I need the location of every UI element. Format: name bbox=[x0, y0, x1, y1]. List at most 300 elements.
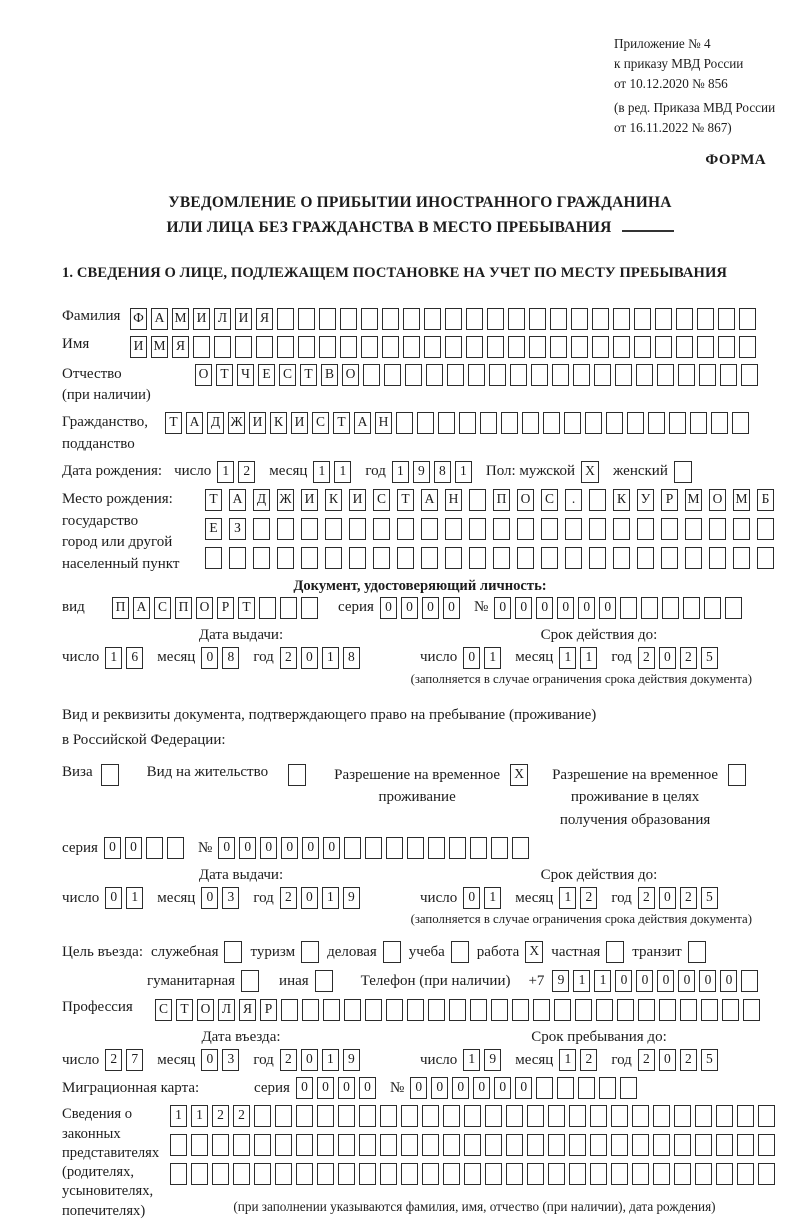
char-box[interactable]: 1 bbox=[484, 647, 501, 669]
char-box[interactable] bbox=[212, 1134, 229, 1156]
char-box[interactable] bbox=[737, 1134, 754, 1156]
char-box[interactable]: А bbox=[186, 412, 203, 434]
char-box[interactable] bbox=[634, 308, 651, 330]
char-box[interactable] bbox=[611, 1163, 628, 1185]
char-box[interactable]: 0 bbox=[452, 1077, 469, 1099]
char-box[interactable]: 0 bbox=[515, 1077, 532, 1099]
char-box[interactable] bbox=[565, 547, 582, 569]
char-box[interactable] bbox=[680, 999, 697, 1021]
doc-series-input[interactable] bbox=[380, 597, 464, 619]
char-box[interactable]: Т bbox=[165, 412, 182, 434]
char-box[interactable] bbox=[550, 308, 567, 330]
char-box[interactable]: В bbox=[321, 364, 338, 386]
char-box[interactable]: Т bbox=[300, 364, 317, 386]
char-box[interactable]: Т bbox=[205, 489, 222, 511]
char-box[interactable]: 1 bbox=[559, 887, 576, 909]
permit-valid-month-input[interactable] bbox=[559, 887, 601, 909]
char-box[interactable] bbox=[737, 1163, 754, 1185]
char-box[interactable]: А bbox=[421, 489, 438, 511]
char-box[interactable]: 1 bbox=[170, 1105, 187, 1127]
char-box[interactable] bbox=[548, 1163, 565, 1185]
char-box[interactable] bbox=[636, 364, 653, 386]
permit-number-input[interactable] bbox=[218, 837, 533, 859]
char-box[interactable] bbox=[585, 412, 602, 434]
char-box[interactable] bbox=[527, 1163, 544, 1185]
char-box[interactable] bbox=[634, 336, 651, 358]
char-box[interactable]: 2 bbox=[638, 647, 655, 669]
char-box[interactable]: 1 bbox=[573, 970, 590, 992]
purpose-study-checkbox[interactable] bbox=[451, 941, 469, 963]
char-box[interactable] bbox=[359, 1163, 376, 1185]
char-box[interactable] bbox=[382, 308, 399, 330]
char-box[interactable] bbox=[405, 364, 422, 386]
char-box[interactable] bbox=[699, 364, 716, 386]
char-box[interactable] bbox=[359, 1105, 376, 1127]
char-box[interactable] bbox=[620, 1077, 637, 1099]
char-box[interactable]: 0 bbox=[338, 1077, 355, 1099]
char-box[interactable] bbox=[709, 547, 726, 569]
char-box[interactable] bbox=[397, 547, 414, 569]
char-box[interactable]: Р bbox=[260, 999, 277, 1021]
char-box[interactable]: 2 bbox=[212, 1105, 229, 1127]
permit-issue-year-input[interactable] bbox=[280, 887, 364, 909]
char-box[interactable] bbox=[466, 336, 483, 358]
char-box[interactable]: 2 bbox=[580, 887, 597, 909]
char-box[interactable] bbox=[469, 547, 486, 569]
char-box[interactable] bbox=[685, 518, 702, 540]
stay-year-input[interactable] bbox=[638, 1049, 722, 1071]
char-box[interactable]: С bbox=[541, 489, 558, 511]
char-box[interactable] bbox=[594, 364, 611, 386]
char-box[interactable] bbox=[489, 364, 506, 386]
surname-input[interactable] bbox=[130, 308, 760, 330]
char-box[interactable]: А bbox=[354, 412, 371, 434]
char-box[interactable]: 1 bbox=[559, 647, 576, 669]
char-box[interactable] bbox=[522, 412, 539, 434]
char-box[interactable]: 0 bbox=[463, 647, 480, 669]
char-box[interactable] bbox=[277, 336, 294, 358]
char-box[interactable]: 9 bbox=[484, 1049, 501, 1071]
char-box[interactable]: 8 bbox=[343, 647, 360, 669]
char-box[interactable]: 9 bbox=[552, 970, 569, 992]
permit-issue-day-input[interactable] bbox=[105, 887, 147, 909]
char-box[interactable] bbox=[235, 336, 252, 358]
char-box[interactable] bbox=[711, 412, 728, 434]
char-box[interactable] bbox=[533, 999, 550, 1021]
char-box[interactable] bbox=[653, 1105, 670, 1127]
char-box[interactable]: 0 bbox=[536, 597, 553, 619]
purpose-humanitarian-checkbox[interactable] bbox=[241, 970, 259, 992]
char-box[interactable] bbox=[548, 1134, 565, 1156]
char-box[interactable] bbox=[569, 1105, 586, 1127]
char-box[interactable]: 0 bbox=[578, 597, 595, 619]
representatives-input-row2[interactable] bbox=[170, 1134, 779, 1156]
char-box[interactable] bbox=[365, 837, 382, 859]
char-box[interactable] bbox=[725, 597, 742, 619]
char-box[interactable]: 0 bbox=[615, 970, 632, 992]
char-box[interactable]: 0 bbox=[301, 647, 318, 669]
char-box[interactable] bbox=[517, 518, 534, 540]
char-box[interactable] bbox=[325, 547, 342, 569]
char-box[interactable] bbox=[701, 999, 718, 1021]
char-box[interactable] bbox=[170, 1134, 187, 1156]
char-box[interactable] bbox=[466, 308, 483, 330]
char-box[interactable] bbox=[407, 837, 424, 859]
char-box[interactable] bbox=[302, 999, 319, 1021]
char-box[interactable]: 2 bbox=[280, 887, 297, 909]
doc-valid-year-input[interactable] bbox=[638, 647, 722, 669]
char-box[interactable] bbox=[638, 999, 655, 1021]
char-box[interactable] bbox=[739, 336, 756, 358]
char-box[interactable] bbox=[338, 1163, 355, 1185]
char-box[interactable] bbox=[229, 547, 246, 569]
purpose-tourism-checkbox[interactable] bbox=[301, 941, 319, 963]
char-box[interactable] bbox=[424, 308, 441, 330]
char-box[interactable] bbox=[464, 1163, 481, 1185]
char-box[interactable] bbox=[338, 1134, 355, 1156]
char-box[interactable] bbox=[193, 336, 210, 358]
char-box[interactable]: 0 bbox=[410, 1077, 427, 1099]
char-box[interactable]: К bbox=[613, 489, 630, 511]
char-box[interactable]: 0 bbox=[422, 597, 439, 619]
char-box[interactable] bbox=[403, 336, 420, 358]
char-box[interactable] bbox=[241, 970, 259, 992]
doc-issue-month-input[interactable] bbox=[201, 647, 243, 669]
char-box[interactable] bbox=[589, 547, 606, 569]
char-box[interactable] bbox=[678, 364, 695, 386]
char-box[interactable]: 1 bbox=[126, 887, 143, 909]
char-box[interactable]: К bbox=[270, 412, 287, 434]
char-box[interactable] bbox=[288, 764, 306, 786]
char-box[interactable] bbox=[487, 336, 504, 358]
char-box[interactable] bbox=[718, 308, 735, 330]
char-box[interactable] bbox=[338, 1105, 355, 1127]
char-box[interactable]: 1 bbox=[191, 1105, 208, 1127]
char-box[interactable]: Д bbox=[253, 489, 270, 511]
char-box[interactable] bbox=[541, 547, 558, 569]
char-box[interactable] bbox=[512, 999, 529, 1021]
char-box[interactable] bbox=[224, 941, 242, 963]
char-box[interactable] bbox=[596, 999, 613, 1021]
char-box[interactable] bbox=[280, 597, 297, 619]
char-box[interactable] bbox=[422, 1134, 439, 1156]
char-box[interactable]: С bbox=[312, 412, 329, 434]
char-box[interactable] bbox=[695, 1134, 712, 1156]
char-box[interactable] bbox=[661, 518, 678, 540]
char-box[interactable] bbox=[529, 308, 546, 330]
char-box[interactable] bbox=[380, 1105, 397, 1127]
char-box[interactable] bbox=[674, 1163, 691, 1185]
char-box[interactable]: И bbox=[193, 308, 210, 330]
temp-permit-edu-checkbox[interactable] bbox=[728, 764, 746, 786]
char-box[interactable] bbox=[613, 308, 630, 330]
char-box[interactable]: 0 bbox=[599, 597, 616, 619]
char-box[interactable]: Т bbox=[216, 364, 233, 386]
char-box[interactable] bbox=[380, 1134, 397, 1156]
char-box[interactable]: 0 bbox=[380, 597, 397, 619]
char-box[interactable] bbox=[447, 364, 464, 386]
char-box[interactable]: 1 bbox=[322, 1049, 339, 1071]
char-box[interactable] bbox=[606, 941, 624, 963]
char-box[interactable]: 0 bbox=[301, 1049, 318, 1071]
char-box[interactable] bbox=[469, 518, 486, 540]
char-box[interactable]: 2 bbox=[680, 647, 697, 669]
char-box[interactable]: 0 bbox=[301, 887, 318, 909]
char-box[interactable]: 0 bbox=[494, 1077, 511, 1099]
char-box[interactable] bbox=[426, 364, 443, 386]
char-box[interactable]: Б bbox=[757, 489, 774, 511]
char-box[interactable]: 5 bbox=[701, 1049, 718, 1071]
char-box[interactable]: П bbox=[112, 597, 129, 619]
char-box[interactable] bbox=[733, 518, 750, 540]
char-box[interactable] bbox=[445, 547, 462, 569]
migration-number-input[interactable] bbox=[410, 1077, 641, 1099]
sex-male-checkbox[interactable] bbox=[581, 461, 599, 483]
char-box[interactable] bbox=[340, 336, 357, 358]
char-box[interactable] bbox=[253, 547, 270, 569]
birthplace-input-row1[interactable] bbox=[205, 489, 781, 511]
char-box[interactable] bbox=[657, 364, 674, 386]
char-box[interactable]: 0 bbox=[678, 970, 695, 992]
char-box[interactable]: Т bbox=[238, 597, 255, 619]
char-box[interactable] bbox=[536, 1077, 553, 1099]
char-box[interactable] bbox=[445, 518, 462, 540]
char-box[interactable] bbox=[233, 1134, 250, 1156]
char-box[interactable] bbox=[709, 518, 726, 540]
char-box[interactable] bbox=[554, 999, 571, 1021]
doc-issue-year-input[interactable] bbox=[280, 647, 364, 669]
char-box[interactable]: И bbox=[301, 489, 318, 511]
char-box[interactable] bbox=[685, 547, 702, 569]
char-box[interactable] bbox=[674, 1105, 691, 1127]
char-box[interactable]: 1 bbox=[217, 461, 234, 483]
char-box[interactable] bbox=[655, 336, 672, 358]
char-box[interactable] bbox=[256, 336, 273, 358]
char-box[interactable]: 0 bbox=[104, 837, 121, 859]
char-box[interactable] bbox=[653, 1163, 670, 1185]
char-box[interactable]: 1 bbox=[580, 647, 597, 669]
char-box[interactable]: О bbox=[709, 489, 726, 511]
permit-valid-year-input[interactable] bbox=[638, 887, 722, 909]
char-box[interactable]: О bbox=[195, 364, 212, 386]
purpose-private-checkbox[interactable] bbox=[606, 941, 624, 963]
char-box[interactable] bbox=[611, 1105, 628, 1127]
char-box[interactable] bbox=[733, 547, 750, 569]
char-box[interactable] bbox=[716, 1134, 733, 1156]
char-box[interactable]: Т bbox=[397, 489, 414, 511]
profession-input[interactable] bbox=[155, 999, 764, 1021]
char-box[interactable]: Ф bbox=[130, 308, 147, 330]
char-box[interactable] bbox=[380, 1163, 397, 1185]
entry-day-input[interactable] bbox=[105, 1049, 147, 1071]
char-box[interactable] bbox=[599, 1077, 616, 1099]
char-box[interactable] bbox=[632, 1105, 649, 1127]
char-box[interactable]: . bbox=[565, 489, 582, 511]
char-box[interactable] bbox=[275, 1105, 292, 1127]
char-box[interactable]: 1 bbox=[392, 461, 409, 483]
residence-permit-checkbox[interactable] bbox=[288, 764, 306, 786]
char-box[interactable] bbox=[569, 1134, 586, 1156]
char-box[interactable] bbox=[344, 837, 361, 859]
char-box[interactable]: 0 bbox=[359, 1077, 376, 1099]
char-box[interactable]: 1 bbox=[334, 461, 351, 483]
char-box[interactable]: 1 bbox=[484, 887, 501, 909]
char-box[interactable] bbox=[757, 547, 774, 569]
char-box[interactable]: А bbox=[229, 489, 246, 511]
citizenship-input[interactable] bbox=[165, 412, 753, 434]
char-box[interactable] bbox=[613, 336, 630, 358]
doc-valid-day-input[interactable] bbox=[463, 647, 505, 669]
doc-type-input[interactable] bbox=[112, 597, 322, 619]
char-box[interactable]: Т bbox=[333, 412, 350, 434]
char-box[interactable] bbox=[459, 412, 476, 434]
char-box[interactable] bbox=[590, 1163, 607, 1185]
char-box[interactable] bbox=[325, 518, 342, 540]
char-box[interactable] bbox=[627, 412, 644, 434]
char-box[interactable] bbox=[550, 336, 567, 358]
char-box[interactable] bbox=[449, 837, 466, 859]
char-box[interactable] bbox=[508, 308, 525, 330]
char-box[interactable]: С bbox=[155, 999, 172, 1021]
char-box[interactable]: 1 bbox=[463, 1049, 480, 1071]
entry-year-input[interactable] bbox=[280, 1049, 364, 1071]
purpose-business-checkbox[interactable] bbox=[224, 941, 242, 963]
char-box[interactable] bbox=[613, 547, 630, 569]
char-box[interactable]: 6 bbox=[126, 647, 143, 669]
char-box[interactable] bbox=[758, 1163, 775, 1185]
char-box[interactable] bbox=[690, 412, 707, 434]
char-box[interactable]: 0 bbox=[557, 597, 574, 619]
char-box[interactable] bbox=[401, 1105, 418, 1127]
char-box[interactable] bbox=[397, 518, 414, 540]
char-box[interactable] bbox=[422, 1105, 439, 1127]
char-box[interactable]: 2 bbox=[580, 1049, 597, 1071]
char-box[interactable] bbox=[319, 336, 336, 358]
char-box[interactable] bbox=[277, 308, 294, 330]
char-box[interactable]: 0 bbox=[443, 597, 460, 619]
char-box[interactable] bbox=[578, 1077, 595, 1099]
birth-month-input[interactable] bbox=[313, 461, 355, 483]
char-box[interactable]: 2 bbox=[105, 1049, 122, 1071]
char-box[interactable] bbox=[480, 412, 497, 434]
char-box[interactable] bbox=[323, 999, 340, 1021]
char-box[interactable] bbox=[317, 1163, 334, 1185]
char-box[interactable]: 7 bbox=[126, 1049, 143, 1071]
char-box[interactable]: Д bbox=[207, 412, 224, 434]
char-box[interactable]: С bbox=[279, 364, 296, 386]
char-box[interactable] bbox=[361, 336, 378, 358]
char-box[interactable]: 0 bbox=[659, 1049, 676, 1071]
char-box[interactable]: 9 bbox=[343, 887, 360, 909]
doc-issue-day-input[interactable] bbox=[105, 647, 147, 669]
temp-permit-checkbox[interactable] bbox=[510, 764, 528, 786]
char-box[interactable]: 1 bbox=[559, 1049, 576, 1071]
char-box[interactable] bbox=[669, 412, 686, 434]
char-box[interactable] bbox=[676, 336, 693, 358]
char-box[interactable] bbox=[674, 461, 692, 483]
char-box[interactable]: 1 bbox=[322, 647, 339, 669]
char-box[interactable] bbox=[349, 518, 366, 540]
char-box[interactable] bbox=[317, 1105, 334, 1127]
char-box[interactable] bbox=[373, 518, 390, 540]
char-box[interactable] bbox=[653, 1134, 670, 1156]
char-box[interactable] bbox=[739, 308, 756, 330]
char-box[interactable] bbox=[317, 1134, 334, 1156]
purpose-commercial-checkbox[interactable] bbox=[383, 941, 401, 963]
char-box[interactable] bbox=[470, 999, 487, 1021]
char-box[interactable] bbox=[564, 412, 581, 434]
char-box[interactable]: 2 bbox=[280, 647, 297, 669]
char-box[interactable] bbox=[590, 1134, 607, 1156]
char-box[interactable] bbox=[737, 1105, 754, 1127]
char-box[interactable] bbox=[661, 547, 678, 569]
char-box[interactable]: 9 bbox=[413, 461, 430, 483]
char-box[interactable]: 0 bbox=[323, 837, 340, 859]
char-box[interactable] bbox=[254, 1105, 271, 1127]
char-box[interactable] bbox=[493, 518, 510, 540]
char-box[interactable]: Ж bbox=[228, 412, 245, 434]
char-box[interactable] bbox=[648, 412, 665, 434]
char-box[interactable]: 2 bbox=[680, 1049, 697, 1071]
char-box[interactable]: Ч bbox=[237, 364, 254, 386]
char-box[interactable]: 0 bbox=[218, 837, 235, 859]
char-box[interactable] bbox=[517, 547, 534, 569]
char-box[interactable]: Ж bbox=[277, 489, 294, 511]
char-box[interactable] bbox=[259, 597, 276, 619]
char-box[interactable] bbox=[417, 412, 434, 434]
char-box[interactable] bbox=[296, 1105, 313, 1127]
patronymic-input[interactable] bbox=[195, 364, 762, 386]
char-box[interactable] bbox=[573, 364, 590, 386]
char-box[interactable]: И bbox=[130, 336, 147, 358]
char-box[interactable] bbox=[589, 518, 606, 540]
char-box[interactable] bbox=[298, 336, 315, 358]
char-box[interactable]: 8 bbox=[434, 461, 451, 483]
char-box[interactable] bbox=[659, 999, 676, 1021]
char-box[interactable]: Р bbox=[661, 489, 678, 511]
char-box[interactable] bbox=[611, 1134, 628, 1156]
phone-input[interactable] bbox=[552, 970, 762, 992]
char-box[interactable]: 0 bbox=[515, 597, 532, 619]
entry-month-input[interactable] bbox=[201, 1049, 243, 1071]
visa-checkbox[interactable] bbox=[101, 764, 119, 786]
birthplace-input-row2[interactable] bbox=[205, 518, 781, 540]
char-box[interactable] bbox=[662, 597, 679, 619]
char-box[interactable] bbox=[552, 364, 569, 386]
char-box[interactable] bbox=[383, 941, 401, 963]
char-box[interactable]: У bbox=[637, 489, 654, 511]
char-box[interactable] bbox=[344, 999, 361, 1021]
char-box[interactable] bbox=[741, 970, 758, 992]
char-box[interactable]: 1 bbox=[455, 461, 472, 483]
char-box[interactable]: 2 bbox=[638, 1049, 655, 1071]
char-box[interactable]: 0 bbox=[201, 887, 218, 909]
char-box[interactable] bbox=[359, 1134, 376, 1156]
char-box[interactable] bbox=[571, 308, 588, 330]
char-box[interactable] bbox=[695, 1163, 712, 1185]
char-box[interactable] bbox=[548, 1105, 565, 1127]
char-box[interactable]: 2 bbox=[233, 1105, 250, 1127]
char-box[interactable] bbox=[575, 999, 592, 1021]
permit-series-input[interactable] bbox=[104, 837, 188, 859]
char-box[interactable]: Н bbox=[375, 412, 392, 434]
char-box[interactable] bbox=[718, 336, 735, 358]
char-box[interactable]: О bbox=[342, 364, 359, 386]
char-box[interactable]: 0 bbox=[296, 1077, 313, 1099]
char-box[interactable] bbox=[428, 999, 445, 1021]
char-box[interactable]: Л bbox=[218, 999, 235, 1021]
char-box[interactable] bbox=[758, 1134, 775, 1156]
